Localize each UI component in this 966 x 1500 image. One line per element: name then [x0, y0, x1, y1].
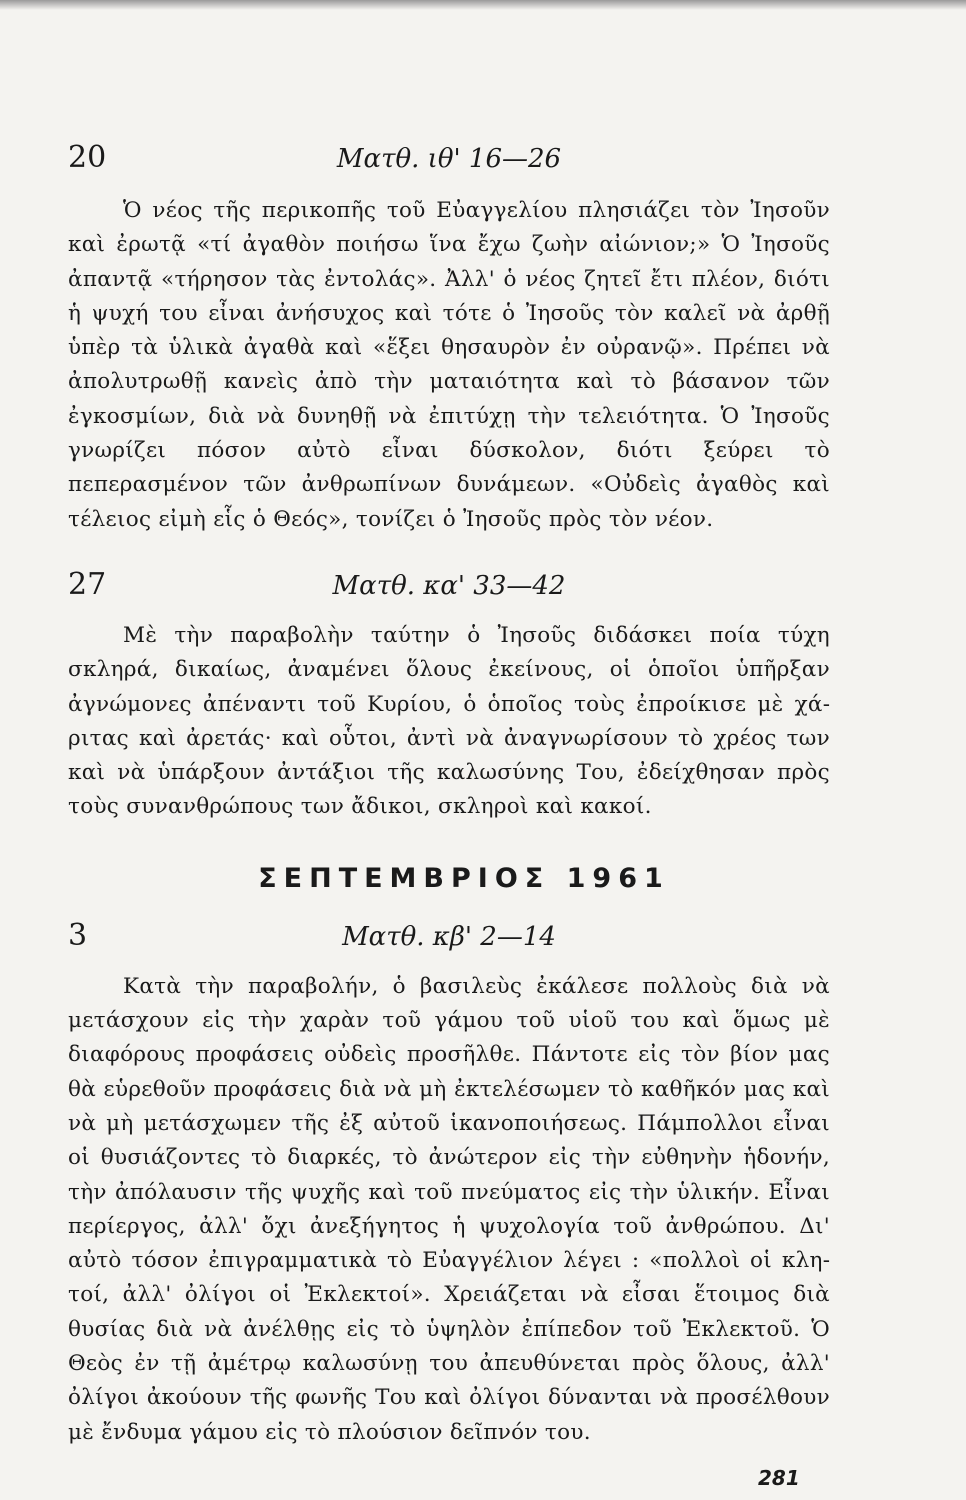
month-heading: ΣΕΠΤΕΜΒΡΙΟΣ 1961 — [258, 862, 670, 894]
commentary-paragraph: Μὲ τὴν παραβολὴν ταύτην ὁ Ἰησοῦς διδάσκει ποία τύχη σκληρά, δικαίως, ἀναμένει ὅλους ἐκείνους, οἱ ὁποῖοι ὑπῆρξαν ἀγνώμονες ἀπέναντι τοῦ Κυρίου, ὁ ὁποῖος τοὺς ἐπροίκισε μὲ χάριτας καὶ ἀρετάς· καὶ οὗτοι, ἀντὶ νὰ ἀναγνωρίσουν τὸ χρέος των καὶ νὰ ὑπάρξουν ἀντάξιοι τῆς καλωσύνης Του, ἐδείχθησαν πρὸς τοὺς συνανθρώπους των ἄδικοι, σκληροὶ καὶ κακοί. — [68, 622, 830, 820]
scan-top-edge — [0, 0, 966, 10]
reading-section-27 — [68, 567, 830, 825]
reading-section-20 — [68, 140, 830, 537]
page-number: 281 — [758, 1466, 800, 1490]
day-number: 3 — [68, 917, 88, 953]
day-number: 20 — [68, 140, 107, 175]
document-page — [68, 140, 830, 1450]
commentary-paragraph: Ὁ νέος τῆς περικοπῆς τοῦ Εὐαγγελίου πλησιάζει τὸν Ἰησοῦν καὶ ἐρωτᾷ «τί ἀγαθὸν ποιήσω ἵνα ἔχω ζωὴν αἰώνιον;» Ὁ Ἰησοῦς ἀπαντᾷ «τήρησον τὰς ἐντολάς». Ἀλλ' ὁ νέος ζητεῖ ἔτι πλέον, διότι ἡ ψυχή του εἶναι ἀνήσυχος καὶ τότε ὁ Ἰησοῦς τὸν καλεῖ νὰ ἀρθῇ ὑπὲρ τὰ ὑλικὰ ἀγαθὰ καὶ «ἕξει θησαυρὸν ἐν οὐρανῷ». Πρέπει νὰ ἀπολυτρωθῇ κανεὶς ἀπὸ τὴν ματαιότητα καὶ τὸ βάσανον τῶν ἐγκοσμίων, διὰ νὰ δυνηθῇ νὰ ἐπιτύχῃ τὴν τελειότητα. Ὁ Ἰησοῦς γνωρίζει πόσον αὐτὸ εἶναι δύσκολον, διότι ξεύρει τὸ πεπερασμένον τῶν ἀνθρωπίνων δυνάμεων. «Οὐδεὶς ἀγαθὸς καὶ τέλειος εἰμὴ εἷς ὁ Θεός», τονίζει ὁ Ἰησοῦς πρὸς τὸν νέον. — [68, 198, 830, 532]
section-heading — [68, 140, 830, 186]
section-heading — [68, 918, 830, 964]
section-heading — [68, 567, 830, 613]
commentary-paragraph: Κατὰ τὴν παραβολήν, ὁ βασιλεὺς ἐκάλεσε πολλοὺς διὰ νὰ μετάσχουν εἰς τὴν χαρὰν τοῦ γάμου τοῦ υἱοῦ του καὶ ὅμως μὲ διαφόρους προφάσεις οὐδεὶς προσῆλθε. Πάντοτε εἰς τὸν βίον μας θὰ εὑρεθοῦν προφάσεις διὰ νὰ μὴ ἐκτελέσωμεν τὸ καθῆκόν μας καὶ νὰ μὴ μετάσχωμεν τῆς ἐξ αὐτοῦ ἱκανοποιήσεως. Πάμπολλοι εἶναι οἱ θυσιάζοντες τὸ διαρκές, τὸ ἀνώτερον εἰς τὴν εὐθηνὴν ἡδονήν, τὴν ἀπόλαυσιν τῆς ψυχῆς καὶ τοῦ πνεύματος εἰς τὴν ὑλικήν. Εἶναι περίεργος, ἀλλ' ὄχι ἀνεξήγητος ἡ ψυχολογία τοῦ ἀνθρώπου. Δι' αὐτὸ τόσον ἐπιγραμματικὰ τὸ Εὐαγγέλιον λέγει : «πολλοὶ οἱ κλητοί, ἀλλ' ὀλίγοι οἱ Ἐκλεκτοί». Χρειάζεται νὰ εἶσαι ἕτοιμος διὰ θυσίας διὰ νὰ ἀνέλθῃς εἰς τὸ ὑψηλὸν ἐπίπεδον τοῦ Ἐκλεκτοῦ. Ὁ Θεὸς ἐν τῇ ἀμέτρῳ καλωσύνῃ του ἀπευθύνεται πρὸς ὅλους, ἀλλ' ὀλίγοι ἀκούουν τῆς φωνῆς Του καὶ ὀλίγοι δύνανται νὰ προσέλθουν μὲ ἔνδυμα γάμου εἰς τὸ πλούσιον δεῖπνόν του. — [68, 973, 830, 1445]
scripture-reference: Ματθ. ιθ' 16—26 — [336, 144, 562, 174]
reading-section-3 — [68, 918, 830, 1450]
scripture-reference: Ματθ. κβ' 2—14 — [342, 921, 556, 952]
day-number: 27 — [68, 566, 107, 602]
scripture-reference: Ματθ. κα' 33—42 — [332, 570, 566, 601]
